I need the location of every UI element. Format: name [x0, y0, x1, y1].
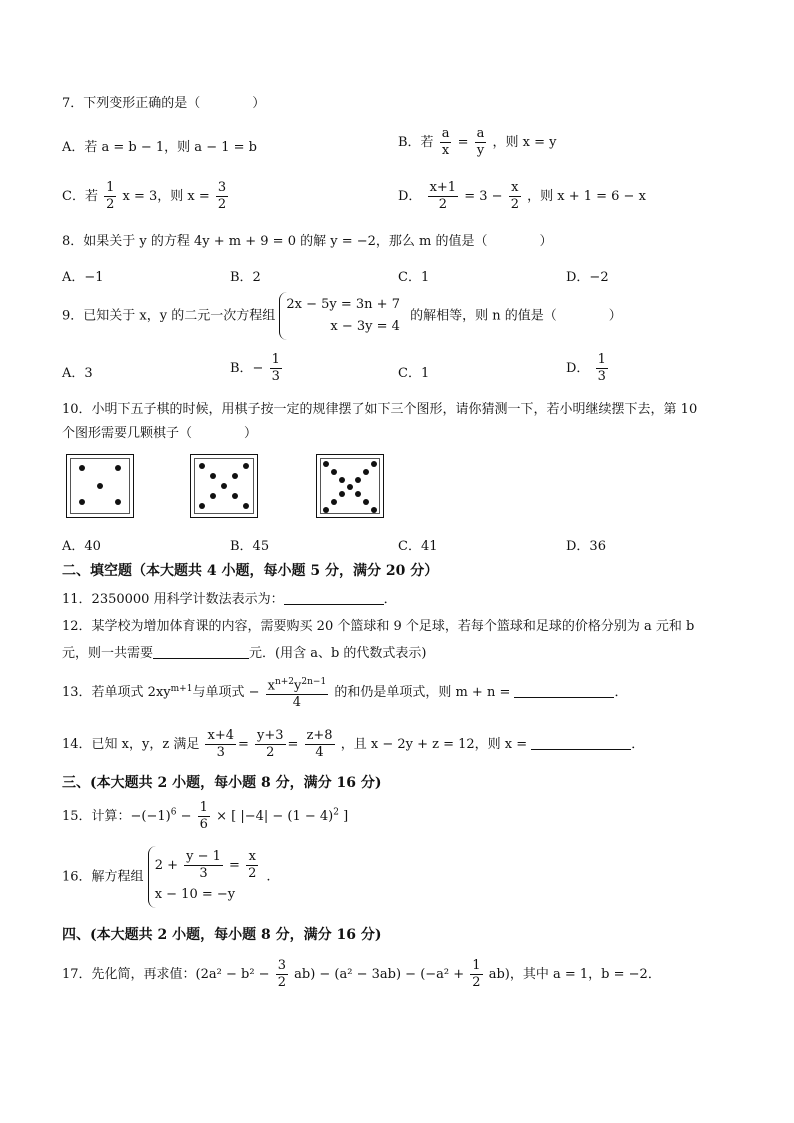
- chess-piece: [115, 499, 121, 505]
- q7-option-b: B．若 $\frac{a}{x}$ = $\frac{a}{y}$ ，则 x = y: [398, 126, 557, 158]
- chess-piece: [243, 463, 249, 469]
- q16-post: .: [266, 869, 271, 885]
- q12-line1: 12．某学校为增加体育课的内容，需要购买 20 个篮球和 9 个足球，若每个篮球和足球的价格分别为 a 元和 b: [62, 619, 695, 634]
- q15-sup2: 2: [333, 807, 339, 818]
- q16-eq1: [155, 848, 261, 884]
- q10-line1: 10．小明下五子棋的时候，用棋子按一定的规律摆了如下三个图形，请你猜测一下，若小明继续摆下去，第 10: [62, 402, 698, 417]
- q13-answer-blank[interactable]: [514, 683, 614, 698]
- q10-figure-3: [316, 454, 384, 518]
- q14-answer-blank[interactable]: [531, 735, 631, 750]
- q12-answer-blank[interactable]: [153, 644, 249, 659]
- q7-b-frac2: [475, 126, 487, 159]
- q9-option-a: A．3: [62, 366, 93, 381]
- q15-frac: [198, 800, 210, 833]
- q9-d-frac-den: 3: [597, 369, 606, 384]
- q13-pre: 13．若单项式 2xy: [62, 685, 171, 701]
- q7-d-pre: D．: [398, 189, 422, 204]
- q11: 11．2350000 用科学计数法表示为： ．: [62, 592, 397, 607]
- q15-mid: −: [180, 809, 192, 824]
- chess-piece: [221, 483, 227, 489]
- q11-text: 11．2350000 用科学计数法表示为：: [62, 592, 284, 607]
- chess-piece: [79, 465, 85, 471]
- q10-line2: 个图形需要几颗棋子（ ）: [62, 426, 258, 441]
- q12-line2-pre: 元，则一共需要: [62, 646, 154, 661]
- chess-piece: [210, 493, 216, 499]
- q7-d-frac1: [428, 180, 459, 213]
- q14-pre: 14．已知 x，y，z 满足: [62, 737, 200, 752]
- chess-piece: [331, 499, 337, 505]
- q7-c-pre: C．若: [62, 189, 98, 204]
- q7-d-frac1-num: x+1: [429, 180, 457, 195]
- q13-frac-num: [266, 674, 329, 695]
- q7-c-frac1-den: 2: [106, 197, 115, 212]
- q7-option-d: [398, 180, 646, 213]
- chess-piece: [323, 507, 329, 513]
- q13-sup2: n+2: [274, 677, 295, 687]
- chess-piece: [232, 473, 238, 479]
- q13-post: 的和仍是单项式，则 m + n =: [334, 685, 511, 701]
- q15-post: × [ |−4| − (1 − 4): [216, 809, 334, 824]
- q13-x: x: [267, 678, 275, 694]
- q14-frac2: [255, 728, 286, 761]
- q7-d-frac2-num: x: [509, 180, 521, 197]
- q8-option-a: A．−1: [62, 270, 104, 285]
- q9-equation-system: [279, 292, 406, 340]
- q15-frac-den: 6: [199, 817, 208, 832]
- chess-piece: [115, 465, 121, 471]
- q7-d-frac2-den: 2: [510, 197, 519, 212]
- q12-line2-post: 元．(用含 a、b 的代数式表示): [249, 646, 427, 661]
- q16-eq1-frac1-num: y − 1: [186, 849, 221, 864]
- q15-end: ]: [338, 809, 349, 824]
- q9-option-d: [566, 352, 610, 385]
- q10-figure-1: [66, 454, 134, 518]
- q14-frac1-den: 3: [216, 745, 225, 760]
- chess-piece: [339, 477, 345, 483]
- q9-post: 的解相等，则 n 的值是（ ）: [410, 308, 622, 324]
- q17-frac1: [276, 958, 288, 991]
- q8-stem: 8．如果关于 y 的方程 4y + m + 9 = 0 的解 y = −2，那么 m 的值是（ ）: [62, 234, 553, 249]
- chess-piece: [331, 469, 337, 475]
- q7-d-mid: = 3 −: [464, 189, 503, 204]
- q7-b-post: ，则 x = y: [492, 135, 557, 150]
- q17-frac2: [470, 958, 482, 991]
- q17: [62, 958, 661, 991]
- q15-sup: 6: [170, 807, 177, 818]
- q7-c-mid: x = 3，则 x =: [122, 189, 210, 204]
- q16-eq2: x − 10 = −y: [154, 887, 236, 902]
- q17-mid2: ab): [488, 967, 510, 982]
- section-3-heading: 三、(本大题共 2 小题，每小题 8 分，满分 16 分): [62, 775, 382, 791]
- q14-frac3-den: 4: [315, 745, 324, 760]
- q17-frac1-num: 3: [277, 958, 286, 973]
- q14-frac1-num: x+4: [207, 728, 234, 743]
- q15-frac-num: 1: [199, 800, 208, 815]
- q12-line2: [62, 642, 427, 661]
- q7-option-a: A．若 a = b − 1，则 a − 1 = b: [62, 140, 257, 155]
- q9-stem: [62, 292, 622, 340]
- q9-d-pre: D．: [566, 361, 590, 376]
- q14-frac1: [205, 728, 236, 761]
- chess-piece: [323, 461, 329, 467]
- q13-sup3: 2n−1: [301, 677, 327, 687]
- q10-option-a: A．40: [62, 539, 101, 554]
- chess-piece: [199, 463, 205, 469]
- chess-piece: [363, 499, 369, 505]
- chess-piece: [347, 484, 353, 490]
- chess-piece: [339, 491, 345, 497]
- q10-figure-2: [190, 454, 258, 518]
- q9-b-frac: [270, 352, 282, 385]
- q16-pre: 16．解方程组: [62, 869, 144, 885]
- q9-option-c: C．1: [398, 366, 430, 381]
- q7-b-frac1: [440, 126, 452, 159]
- q16-eq1-pre: 2 +: [154, 858, 178, 873]
- q16-eq1-mid: =: [229, 858, 240, 873]
- q9-b-pre: B．−: [230, 361, 264, 376]
- chess-piece: [97, 483, 103, 489]
- q9-d-frac-num: 1: [597, 352, 606, 367]
- q10-option-b: B．45: [230, 539, 270, 554]
- q13-mid: 与单项式 −: [192, 685, 260, 701]
- q9-option-b: [230, 352, 284, 385]
- q11-answer-blank[interactable]: [284, 590, 384, 605]
- chess-piece: [363, 469, 369, 475]
- chess-piece: [371, 507, 377, 513]
- q14: 14．已知 x，y，z 满足 $\frac{x+4}{3}$ = $\frac{y+3}{2}$ = $\frac{z+8}{4}$ ，且 x − 2y + z = 12，则 x = ．: [62, 728, 645, 760]
- q7-d-frac1-den: 2: [438, 197, 447, 212]
- chess-piece: [199, 503, 205, 509]
- q17-frac2-den: 2: [472, 975, 481, 990]
- q9-b-frac-den: 3: [271, 369, 280, 384]
- q15: [62, 800, 348, 833]
- q7-d-post: ，则 x + 1 = 6 − x: [527, 189, 646, 204]
- q8-option-b: B．2: [230, 270, 261, 285]
- q9-eq1: 2x − 5y = 3n + 7: [286, 297, 400, 312]
- chess-piece: [243, 503, 249, 509]
- q7-option-c: [62, 180, 230, 213]
- q16-eq1-frac2: [246, 849, 258, 882]
- q9-b-frac-num: 1: [271, 352, 280, 367]
- q15-pre: 15．计算：−(−1): [62, 809, 171, 824]
- q13-sup1: m+1: [170, 683, 193, 694]
- q9-pre: 9．已知关于 x，y 的二元一次方程组: [62, 308, 276, 324]
- q7-b-frac2-num: a: [476, 126, 485, 141]
- q8-option-d: D．−2: [566, 270, 609, 285]
- q17-frac2-num: 1: [472, 958, 481, 973]
- q7-b-frac2-den: y: [476, 143, 485, 158]
- chess-piece: [355, 477, 361, 483]
- q10-option-c: C．41: [398, 539, 438, 554]
- q9-d-frac: [596, 352, 608, 385]
- q16-equation-system: [148, 846, 267, 908]
- q13-frac-den: 4: [292, 695, 302, 711]
- q14-frac2-den: 2: [266, 745, 275, 760]
- q16-eq1-frac1: [184, 849, 223, 882]
- q8-option-c: C．1: [398, 270, 430, 285]
- section-2-heading: 二、填空题（本大题共 4 小题，每小题 5 分，满分 20 分）: [62, 563, 439, 579]
- q13: 13．若单项式 $2xy^{m+1}$与单项式 − $\frac{x^{n+2}y^{2n-1}}{4}$ 的和仍是单项式，则 m + n = ．: [62, 674, 628, 711]
- q14-post: ，且 x − 2y + z = 12，则 x =: [340, 737, 528, 752]
- q7-d-frac2: [509, 180, 521, 213]
- q14-frac3-num: z+8: [306, 728, 333, 743]
- q7-b-frac1-num: a: [441, 126, 450, 141]
- q14-frac3: [305, 728, 335, 761]
- q7-b-frac1-den: x: [441, 143, 450, 158]
- q9-eq2: x − 3y = 4: [330, 319, 400, 334]
- chess-piece: [79, 499, 85, 505]
- q17-mid1: ab) − (a² − 3ab) − (−a² +: [294, 967, 465, 982]
- chess-piece: [371, 461, 377, 467]
- q13-frac: [266, 674, 329, 711]
- q14-frac2-num: y+3: [257, 728, 284, 743]
- chess-piece: [232, 493, 238, 499]
- q7-c-frac1: [104, 180, 116, 213]
- q7-b-pre: B．若: [398, 135, 434, 150]
- section-4-heading: 四、(本大题共 2 小题，每小题 8 分，满分 16 分): [62, 927, 382, 943]
- q7-stem: 7．下列变形正确的是（ ）: [62, 96, 266, 111]
- q17-post: ，其中 a = 1，b = −2．: [509, 967, 661, 982]
- q7-c-frac2: [216, 180, 228, 213]
- q16: [62, 846, 271, 908]
- q7-c-frac2-den: 2: [217, 197, 227, 212]
- q16-eq1-frac1-den: 3: [199, 866, 208, 881]
- q13-y: y: [294, 678, 302, 694]
- q17-pre: 17．先化简，再求值：(2a² − b² −: [62, 967, 270, 982]
- chess-piece: [355, 491, 361, 497]
- chess-piece: [210, 473, 216, 479]
- q10-option-d: D．36: [566, 539, 606, 554]
- q7-c-frac1-num: 1: [106, 180, 115, 195]
- q17-frac1-den: 2: [277, 975, 286, 990]
- q7-c-frac2-num: 3: [217, 180, 227, 195]
- q16-eq1-frac2-num: x: [246, 849, 258, 866]
- q16-eq1-frac2-den: 2: [248, 866, 257, 881]
